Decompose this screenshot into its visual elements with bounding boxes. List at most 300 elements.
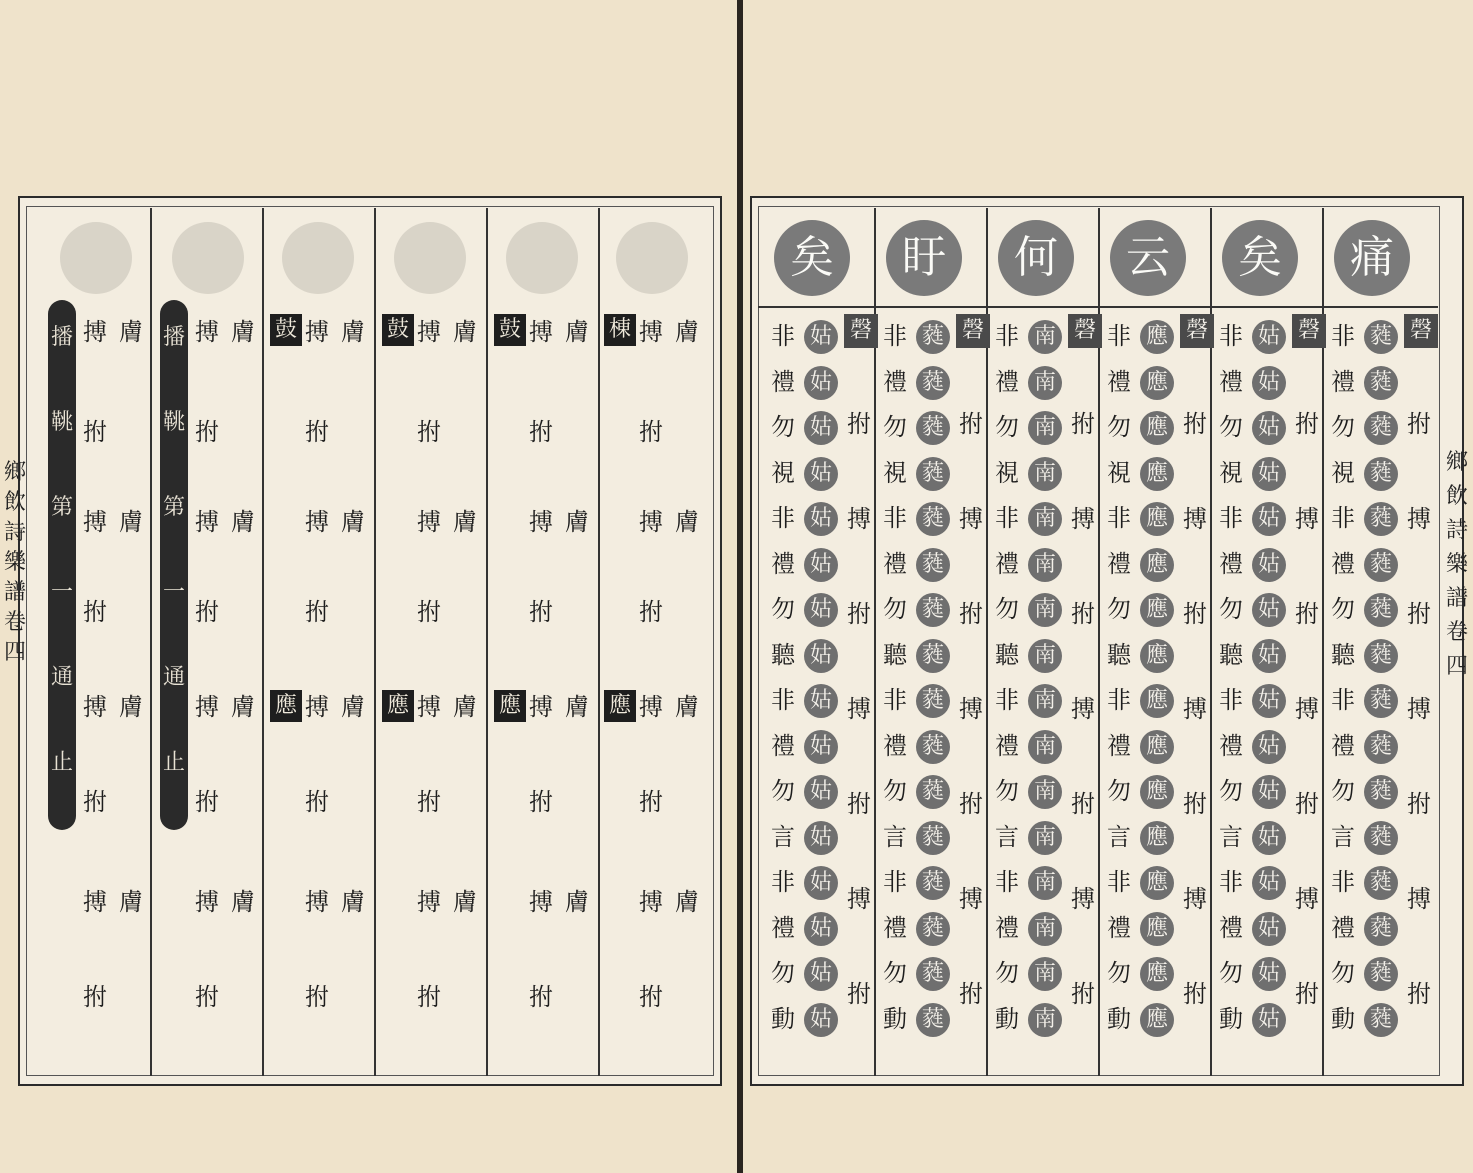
pattern-char: 搏 bbox=[639, 888, 663, 916]
pattern-char: 拊 bbox=[417, 983, 441, 1011]
pitch-stamp: 南 bbox=[1028, 457, 1062, 491]
pattern-char: 拊 bbox=[83, 788, 107, 816]
pattern-char: 膚 bbox=[453, 508, 477, 536]
lyric-char: 視 bbox=[1219, 458, 1243, 487]
pitch-stamp: 蕤 bbox=[916, 821, 950, 855]
pitch-stamp: 姑 bbox=[1252, 730, 1286, 764]
pattern-char: 膚 bbox=[119, 693, 143, 721]
lyric-char: 非 bbox=[1107, 686, 1131, 714]
lyric-char: 聽 bbox=[1219, 640, 1243, 669]
pitch-stamp: 應 bbox=[1140, 866, 1174, 900]
pattern-char: 拊 bbox=[305, 983, 329, 1011]
pitch-stamp: 姑 bbox=[804, 912, 838, 946]
pitch-stamp: 南 bbox=[1028, 730, 1062, 764]
tail-char: 拊 bbox=[1407, 600, 1431, 628]
margin-char: 飲 bbox=[1445, 484, 1468, 509]
bar-char: 第 bbox=[162, 495, 185, 520]
lyric-char: 非 bbox=[1331, 504, 1355, 532]
pitch-stamp: 南 bbox=[1028, 320, 1062, 354]
tail-char: 拊 bbox=[847, 410, 871, 438]
pattern-char: 膚 bbox=[565, 508, 589, 536]
pattern-char: 膚 bbox=[119, 508, 143, 536]
pitch-stamp: 蕤 bbox=[1364, 912, 1398, 946]
lyric-char: 禮 bbox=[1219, 731, 1243, 760]
pitch-stamp: 蕤 bbox=[1364, 366, 1398, 400]
lyric-char: 非 bbox=[1107, 322, 1131, 350]
lyric-char: 動 bbox=[771, 1004, 795, 1033]
lyric-char: 非 bbox=[995, 686, 1019, 714]
qing-square: 磬 bbox=[844, 314, 878, 348]
lyric-char: 勿 bbox=[1107, 777, 1131, 805]
pitch-stamp: 姑 bbox=[1252, 957, 1286, 991]
pitch-stamp: 南 bbox=[1028, 502, 1062, 536]
pitch-stamp: 姑 bbox=[1252, 1003, 1286, 1037]
gu-chip: 鼓 bbox=[494, 314, 526, 346]
pattern-char: 拊 bbox=[529, 598, 553, 626]
pattern-char: 搏 bbox=[529, 888, 553, 916]
pattern-char: 搏 bbox=[83, 888, 107, 916]
pitch-stamp: 應 bbox=[1140, 775, 1174, 809]
lyric-char: 言 bbox=[1219, 822, 1243, 851]
pitch-stamp: 蕤 bbox=[1364, 639, 1398, 673]
bar-char: 通 bbox=[50, 665, 73, 690]
lyric-char: 勿 bbox=[1107, 595, 1131, 623]
ying-chip: 應 bbox=[382, 690, 414, 722]
lyric-char: 非 bbox=[1107, 868, 1131, 896]
margin-char: 四 bbox=[1445, 654, 1468, 679]
pitch-stamp: 南 bbox=[1028, 593, 1062, 627]
pitch-stamp: 蕤 bbox=[1364, 730, 1398, 764]
margin-char: 樂 bbox=[3, 550, 26, 575]
lyric-char: 聽 bbox=[995, 640, 1019, 669]
pattern-char: 拊 bbox=[305, 788, 329, 816]
pattern-char: 搏 bbox=[417, 693, 441, 721]
lyric-char: 視 bbox=[1107, 458, 1131, 487]
tail-char: 搏 bbox=[1071, 885, 1095, 913]
pitch-stamp: 應 bbox=[1140, 730, 1174, 764]
pitch-stamp: 南 bbox=[1028, 548, 1062, 582]
lyric-char: 勿 bbox=[1219, 777, 1243, 805]
lyric-char: 禮 bbox=[883, 367, 907, 396]
margin-char: 詩 bbox=[1445, 518, 1468, 543]
bar-char: 鞉 bbox=[162, 410, 185, 435]
pitch-stamp: 應 bbox=[1140, 593, 1174, 627]
lyric-char: 勿 bbox=[995, 959, 1019, 987]
lyric-char: 非 bbox=[995, 504, 1019, 532]
lyric-char: 視 bbox=[771, 458, 795, 487]
lyric-char: 勿 bbox=[771, 595, 795, 623]
ying-chip: 應 bbox=[270, 690, 302, 722]
pitch-stamp: 蕤 bbox=[1364, 821, 1398, 855]
pattern-char: 拊 bbox=[417, 598, 441, 626]
faint-header-disc bbox=[172, 222, 244, 294]
lyric-char: 禮 bbox=[995, 913, 1019, 942]
pattern-char: 拊 bbox=[305, 598, 329, 626]
pattern-char: 搏 bbox=[195, 888, 219, 916]
lyric-char: 非 bbox=[1107, 504, 1131, 532]
pitch-stamp: 應 bbox=[1140, 912, 1174, 946]
pattern-char: 膚 bbox=[231, 693, 255, 721]
pitch-stamp: 蕤 bbox=[916, 684, 950, 718]
pitch-stamp: 南 bbox=[1028, 957, 1062, 991]
pitch-stamp: 南 bbox=[1028, 411, 1062, 445]
pitch-stamp: 蕤 bbox=[1364, 457, 1398, 491]
pitch-stamp: 南 bbox=[1028, 866, 1062, 900]
pattern-char: 搏 bbox=[305, 693, 329, 721]
tail-char: 拊 bbox=[1183, 410, 1207, 438]
tail-char: 拊 bbox=[959, 600, 983, 628]
lyric-char: 勿 bbox=[1219, 959, 1243, 987]
header-disc: 痛 bbox=[1334, 220, 1410, 296]
pattern-char: 膚 bbox=[565, 318, 589, 346]
bar-char: 一 bbox=[50, 580, 73, 605]
pattern-char: 膚 bbox=[341, 318, 365, 346]
pitch-stamp: 蕤 bbox=[916, 593, 950, 627]
pattern-char: 搏 bbox=[83, 693, 107, 721]
lyric-char: 非 bbox=[1331, 686, 1355, 714]
pattern-char: 搏 bbox=[529, 318, 553, 346]
pitch-stamp: 姑 bbox=[1252, 457, 1286, 491]
pattern-char: 搏 bbox=[639, 318, 663, 346]
lyric-char: 言 bbox=[883, 822, 907, 851]
pattern-char: 拊 bbox=[639, 983, 663, 1011]
lyric-char: 勿 bbox=[1107, 959, 1131, 987]
pattern-char: 搏 bbox=[195, 693, 219, 721]
pitch-stamp: 姑 bbox=[1252, 366, 1286, 400]
pattern-char: 拊 bbox=[417, 418, 441, 446]
pattern-char: 膚 bbox=[231, 888, 255, 916]
tail-char: 拊 bbox=[1295, 790, 1319, 818]
lyric-char: 禮 bbox=[995, 549, 1019, 578]
lyric-char: 言 bbox=[1107, 822, 1131, 851]
lyric-char: 言 bbox=[995, 822, 1019, 851]
qing-square: 磬 bbox=[1180, 314, 1214, 348]
pattern-char: 拊 bbox=[305, 418, 329, 446]
lyric-char: 非 bbox=[1331, 322, 1355, 350]
lyric-char: 禮 bbox=[1331, 731, 1355, 760]
pitch-stamp: 蕤 bbox=[916, 957, 950, 991]
column-rule bbox=[262, 208, 264, 1076]
column-rule bbox=[486, 208, 488, 1076]
lyric-char: 視 bbox=[995, 458, 1019, 487]
pattern-char: 拊 bbox=[639, 788, 663, 816]
tail-char: 拊 bbox=[1071, 600, 1095, 628]
lyric-char: 聽 bbox=[771, 640, 795, 669]
margin-char: 詩 bbox=[3, 520, 26, 545]
qing-square: 磬 bbox=[1404, 314, 1438, 348]
lyric-char: 禮 bbox=[1107, 913, 1131, 942]
header-disc: 云 bbox=[1110, 220, 1186, 296]
pitch-stamp: 蕤 bbox=[1364, 957, 1398, 991]
tail-char: 搏 bbox=[1183, 505, 1207, 533]
lyric-char: 勿 bbox=[1331, 595, 1355, 623]
column-rule bbox=[374, 208, 376, 1076]
pitch-stamp: 姑 bbox=[1252, 411, 1286, 445]
bar-char: 播 bbox=[162, 325, 185, 350]
bar-char: 通 bbox=[162, 665, 185, 690]
pitch-stamp: 蕤 bbox=[1364, 1003, 1398, 1037]
pitch-stamp: 姑 bbox=[1252, 593, 1286, 627]
column-rule bbox=[150, 208, 152, 1076]
header-disc: 矣 bbox=[774, 220, 850, 296]
bar-char: 止 bbox=[162, 750, 185, 775]
pattern-char: 拊 bbox=[83, 598, 107, 626]
pitch-stamp: 蕤 bbox=[1364, 866, 1398, 900]
pitch-stamp: 應 bbox=[1140, 457, 1174, 491]
tail-char: 拊 bbox=[1295, 980, 1319, 1008]
pattern-char: 膚 bbox=[675, 888, 699, 916]
tail-char: 拊 bbox=[1407, 410, 1431, 438]
bar-char: 一 bbox=[162, 580, 185, 605]
pitch-stamp: 應 bbox=[1140, 821, 1174, 855]
su-chip: 棟 bbox=[604, 314, 636, 346]
lyric-char: 禮 bbox=[771, 549, 795, 578]
lyric-char: 禮 bbox=[1331, 549, 1355, 578]
lyric-char: 禮 bbox=[1219, 913, 1243, 942]
pattern-char: 搏 bbox=[417, 888, 441, 916]
lyric-char: 視 bbox=[1331, 458, 1355, 487]
margin-char: 樂 bbox=[1445, 552, 1468, 577]
lyric-char: 非 bbox=[883, 504, 907, 532]
pitch-stamp: 南 bbox=[1028, 366, 1062, 400]
qing-square: 磬 bbox=[956, 314, 990, 348]
pitch-stamp: 姑 bbox=[1252, 639, 1286, 673]
pattern-char: 膚 bbox=[341, 888, 365, 916]
tail-char: 搏 bbox=[1071, 505, 1095, 533]
lyric-char: 勿 bbox=[771, 413, 795, 441]
pitch-stamp: 姑 bbox=[804, 457, 838, 491]
lyric-char: 禮 bbox=[995, 731, 1019, 760]
faint-header-disc bbox=[616, 222, 688, 294]
pitch-stamp: 蕤 bbox=[916, 548, 950, 582]
pitch-stamp: 姑 bbox=[804, 1003, 838, 1037]
pitch-stamp: 蕤 bbox=[1364, 502, 1398, 536]
lyric-char: 勿 bbox=[1331, 959, 1355, 987]
tail-char: 拊 bbox=[959, 980, 983, 1008]
tail-char: 拊 bbox=[1071, 980, 1095, 1008]
gu-chip: 鼓 bbox=[382, 314, 414, 346]
pattern-char: 拊 bbox=[639, 598, 663, 626]
lyric-char: 勿 bbox=[1219, 413, 1243, 441]
pitch-stamp: 南 bbox=[1028, 639, 1062, 673]
tail-char: 搏 bbox=[1295, 695, 1319, 723]
pattern-char: 搏 bbox=[417, 508, 441, 536]
lyric-char: 禮 bbox=[883, 913, 907, 942]
lyric-char: 禮 bbox=[771, 367, 795, 396]
pitch-stamp: 應 bbox=[1140, 957, 1174, 991]
pitch-stamp: 姑 bbox=[804, 548, 838, 582]
lyric-char: 禮 bbox=[995, 367, 1019, 396]
pitch-stamp: 姑 bbox=[804, 593, 838, 627]
lyric-char: 非 bbox=[1331, 868, 1355, 896]
pitch-stamp: 應 bbox=[1140, 502, 1174, 536]
lyric-char: 非 bbox=[995, 868, 1019, 896]
pattern-char: 搏 bbox=[529, 693, 553, 721]
pattern-char: 搏 bbox=[305, 508, 329, 536]
header-disc: 何 bbox=[998, 220, 1074, 296]
tail-char: 拊 bbox=[1407, 790, 1431, 818]
lyric-char: 勿 bbox=[883, 413, 907, 441]
lyric-char: 聽 bbox=[1107, 640, 1131, 669]
pattern-char: 膚 bbox=[675, 508, 699, 536]
lyric-char: 勿 bbox=[1331, 777, 1355, 805]
lyric-char: 勿 bbox=[1219, 595, 1243, 623]
pattern-char: 膚 bbox=[675, 693, 699, 721]
bar-char: 止 bbox=[50, 750, 73, 775]
lyric-char: 非 bbox=[1219, 504, 1243, 532]
faint-header-disc bbox=[60, 222, 132, 294]
pattern-char: 拊 bbox=[417, 788, 441, 816]
pitch-stamp: 姑 bbox=[804, 684, 838, 718]
pitch-stamp: 蕤 bbox=[916, 502, 950, 536]
pitch-stamp: 應 bbox=[1140, 320, 1174, 354]
tail-char: 拊 bbox=[959, 410, 983, 438]
pitch-stamp: 蕤 bbox=[916, 730, 950, 764]
lyric-char: 禮 bbox=[883, 549, 907, 578]
pattern-char: 膚 bbox=[341, 508, 365, 536]
pattern-char: 膚 bbox=[341, 693, 365, 721]
tail-char: 搏 bbox=[1407, 885, 1431, 913]
pitch-stamp: 姑 bbox=[1252, 502, 1286, 536]
pattern-char: 膚 bbox=[675, 318, 699, 346]
tail-char: 拊 bbox=[1071, 410, 1095, 438]
lyric-char: 動 bbox=[1219, 1004, 1243, 1033]
header-disc: 矣 bbox=[1222, 220, 1298, 296]
column-rule bbox=[598, 208, 600, 1076]
lyric-char: 言 bbox=[771, 822, 795, 851]
lyric-char: 非 bbox=[1219, 868, 1243, 896]
lyric-char: 禮 bbox=[771, 731, 795, 760]
pitch-stamp: 姑 bbox=[804, 775, 838, 809]
pitch-stamp: 應 bbox=[1140, 1003, 1174, 1037]
lyric-char: 禮 bbox=[1331, 913, 1355, 942]
lyric-char: 勿 bbox=[883, 595, 907, 623]
lyric-char: 聽 bbox=[883, 640, 907, 669]
pattern-char: 膚 bbox=[565, 693, 589, 721]
lyric-char: 非 bbox=[771, 322, 795, 350]
pitch-stamp: 蕤 bbox=[916, 320, 950, 354]
pattern-char: 拊 bbox=[195, 418, 219, 446]
pitch-stamp: 姑 bbox=[1252, 821, 1286, 855]
lyric-char: 動 bbox=[1107, 1004, 1131, 1033]
pattern-char: 搏 bbox=[83, 318, 107, 346]
margin-char: 四 bbox=[3, 640, 26, 665]
lyric-char: 禮 bbox=[1107, 367, 1131, 396]
tail-char: 拊 bbox=[1183, 600, 1207, 628]
pitch-stamp: 應 bbox=[1140, 366, 1174, 400]
tail-char: 拊 bbox=[1183, 790, 1207, 818]
bar-char: 播 bbox=[50, 325, 73, 350]
pitch-stamp: 南 bbox=[1028, 1003, 1062, 1037]
gu-chip: 鼓 bbox=[270, 314, 302, 346]
pitch-stamp: 應 bbox=[1140, 548, 1174, 582]
lyric-char: 禮 bbox=[1107, 549, 1131, 578]
ying-chip: 應 bbox=[604, 690, 636, 722]
pattern-char: 拊 bbox=[529, 418, 553, 446]
pattern-char: 拊 bbox=[195, 788, 219, 816]
lyric-char: 禮 bbox=[1219, 549, 1243, 578]
lyric-char: 非 bbox=[1219, 686, 1243, 714]
margin-char: 卷 bbox=[1445, 620, 1468, 645]
tail-char: 拊 bbox=[847, 980, 871, 1008]
pitch-stamp: 蕤 bbox=[916, 366, 950, 400]
lyric-char: 勿 bbox=[995, 595, 1019, 623]
pitch-stamp: 應 bbox=[1140, 411, 1174, 445]
drum-bar bbox=[160, 300, 188, 830]
lyric-char: 非 bbox=[1219, 322, 1243, 350]
margin-char: 鄉 bbox=[3, 460, 26, 485]
pitch-stamp: 姑 bbox=[804, 320, 838, 354]
pitch-stamp: 蕤 bbox=[1364, 775, 1398, 809]
pitch-stamp: 南 bbox=[1028, 775, 1062, 809]
lyric-char: 勿 bbox=[771, 959, 795, 987]
tail-char: 搏 bbox=[959, 885, 983, 913]
tail-char: 拊 bbox=[1407, 980, 1431, 1008]
tail-char: 搏 bbox=[959, 695, 983, 723]
pattern-char: 搏 bbox=[639, 693, 663, 721]
lyric-char: 禮 bbox=[771, 913, 795, 942]
tail-char: 搏 bbox=[1407, 505, 1431, 533]
lyric-char: 視 bbox=[883, 458, 907, 487]
pattern-char: 膚 bbox=[119, 318, 143, 346]
pitch-stamp: 蕤 bbox=[1364, 593, 1398, 627]
pattern-char: 膚 bbox=[453, 693, 477, 721]
tail-char: 搏 bbox=[847, 695, 871, 723]
pitch-stamp: 蕤 bbox=[916, 457, 950, 491]
faint-header-disc bbox=[506, 222, 578, 294]
lyric-char: 勿 bbox=[995, 777, 1019, 805]
lyric-char: 勿 bbox=[995, 413, 1019, 441]
pitch-stamp: 姑 bbox=[804, 957, 838, 991]
pitch-stamp: 姑 bbox=[1252, 866, 1286, 900]
tail-char: 搏 bbox=[959, 505, 983, 533]
pitch-stamp: 蕤 bbox=[916, 639, 950, 673]
pattern-char: 搏 bbox=[195, 318, 219, 346]
bar-char: 第 bbox=[50, 495, 73, 520]
tail-char: 拊 bbox=[959, 790, 983, 818]
pitch-stamp: 蕤 bbox=[916, 912, 950, 946]
lyric-char: 非 bbox=[883, 868, 907, 896]
tail-char: 拊 bbox=[1295, 600, 1319, 628]
pattern-char: 膚 bbox=[231, 508, 255, 536]
lyric-char: 非 bbox=[883, 322, 907, 350]
pitch-stamp: 姑 bbox=[804, 730, 838, 764]
pattern-char: 搏 bbox=[639, 508, 663, 536]
pitch-stamp: 蕤 bbox=[916, 1003, 950, 1037]
pattern-char: 拊 bbox=[83, 418, 107, 446]
margin-char: 鄉 bbox=[1445, 450, 1468, 475]
ying-chip: 應 bbox=[494, 690, 526, 722]
header-rule bbox=[758, 306, 1438, 308]
pattern-char: 拊 bbox=[639, 418, 663, 446]
pattern-char: 拊 bbox=[529, 788, 553, 816]
tail-char: 拊 bbox=[1071, 790, 1095, 818]
pattern-char: 搏 bbox=[305, 888, 329, 916]
bar-char: 鞉 bbox=[50, 410, 73, 435]
tail-char: 拊 bbox=[847, 790, 871, 818]
lyric-char: 禮 bbox=[1219, 367, 1243, 396]
tail-char: 搏 bbox=[847, 505, 871, 533]
lyric-char: 非 bbox=[771, 686, 795, 714]
pitch-stamp: 蕤 bbox=[1364, 684, 1398, 718]
pattern-char: 拊 bbox=[83, 983, 107, 1011]
tail-char: 搏 bbox=[1407, 695, 1431, 723]
tail-char: 搏 bbox=[1183, 695, 1207, 723]
pattern-char: 拊 bbox=[529, 983, 553, 1011]
pitch-stamp: 蕤 bbox=[1364, 411, 1398, 445]
pitch-stamp: 蕤 bbox=[1364, 320, 1398, 354]
pitch-stamp: 蕤 bbox=[1364, 548, 1398, 582]
